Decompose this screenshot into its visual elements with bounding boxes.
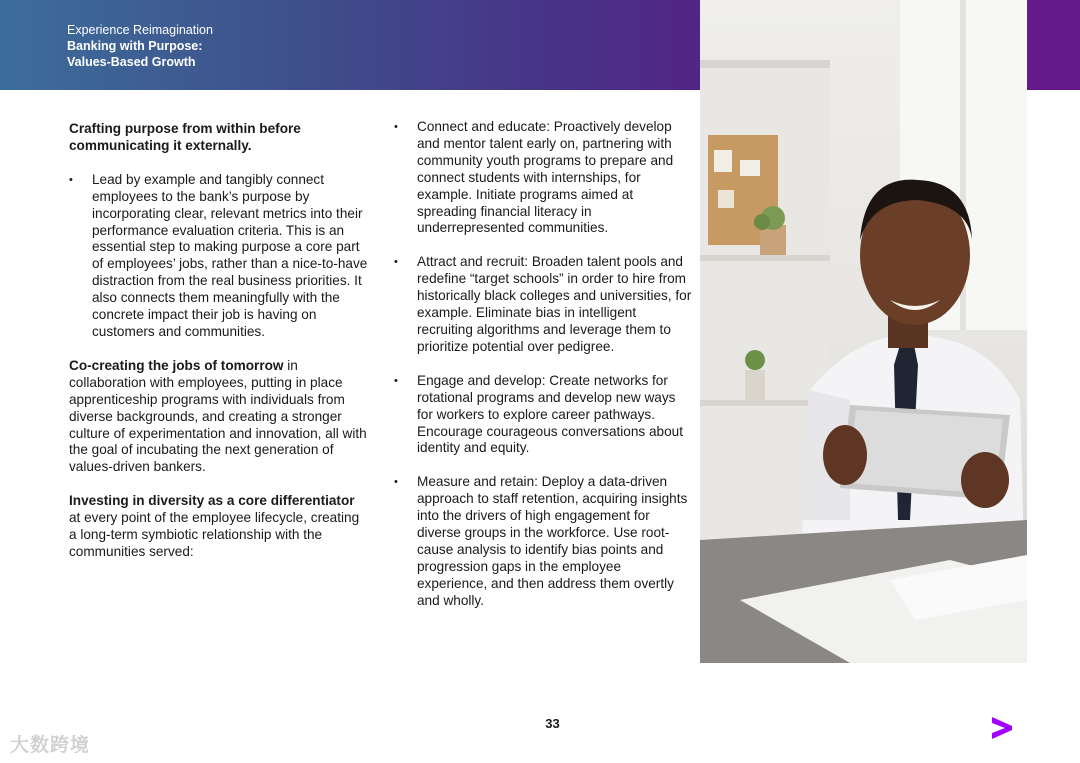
list-item: • Connect and educate: Proactively develop and mentor talent early on, partnering with community youth programs to prepare and connect students with internships, for example. Initiate programs aimed at spreading financial literacy in underrepresented communities.	[394, 119, 694, 237]
list-item: • Engage and develop: Create networks for rotational programs and develop new ways for workers to explore career pathways. Encourage courageous conversations about identity and equity.	[394, 373, 694, 458]
paragraph-cocreating	[69, 358, 369, 476]
paragraph-text: in collaboration with employees, putting in place apprenticeship programs with individuals from diverse backgrounds, and creating a stronger culture of experimentation and innovation, all with the goal of incubating the next generation of values-driven bankers.	[69, 357, 367, 475]
list-item: • Attract and recruit: Broaden talent pools and redefine “target schools” in order to hire from historically black colleges and universities, for example. Eliminate bias in intelligent recruiting algorithms and leverage them to prioritize potential over pedigree.	[394, 254, 694, 355]
middle-column	[394, 119, 694, 627]
paragraph-diversity	[69, 493, 369, 561]
section-label: Experience Reimagination	[67, 23, 213, 37]
accenture-chevron-icon	[990, 715, 1014, 741]
purple-edge-block	[1027, 0, 1080, 90]
middle-bullet-list	[394, 119, 694, 610]
page-title-line2: Values-Based Growth	[67, 55, 196, 69]
list-item: • Lead by example and tangibly connect employees to the bank’s purpose by incorporating clear, relevant metrics into their performance evaluation criteria. This is an essential step to making purpose a core part of employees’ jobs, rather than a nice-to-have distraction from the real business priorities. It also connects them meaningfully with the concrete impact their job is having on customers and communities.	[69, 172, 369, 341]
left-heading: Crafting purpose from within before communicating it externally.	[69, 121, 301, 153]
photo-illustration	[700, 0, 1027, 663]
page-title-line1: Banking with Purpose:	[67, 39, 203, 53]
watermark: 大数跨境	[10, 735, 91, 756]
paragraph-text: at every point of the employee lifecycle, creating a long-term symbiotic relationship with the communities served:	[69, 510, 360, 559]
bold-lead: Co-creating the jobs of tomorrow	[69, 357, 284, 373]
header-title-block	[67, 22, 213, 70]
bold-lead: Investing in diversity as a core differentiator	[69, 493, 355, 509]
left-column	[69, 121, 369, 578]
photo-man-with-tablet	[700, 0, 1027, 663]
list-item: • Measure and retain: Deploy a data-driven approach to staff retention, acquiring insights into the drivers of high engagement for diverse groups in the workforce. Use root-cause analysis to identify bias points and progression gaps in the employee experience, and then address them overtly and wholly.	[394, 474, 694, 609]
page-number: 33	[545, 716, 560, 731]
left-bullet-list	[69, 172, 369, 341]
